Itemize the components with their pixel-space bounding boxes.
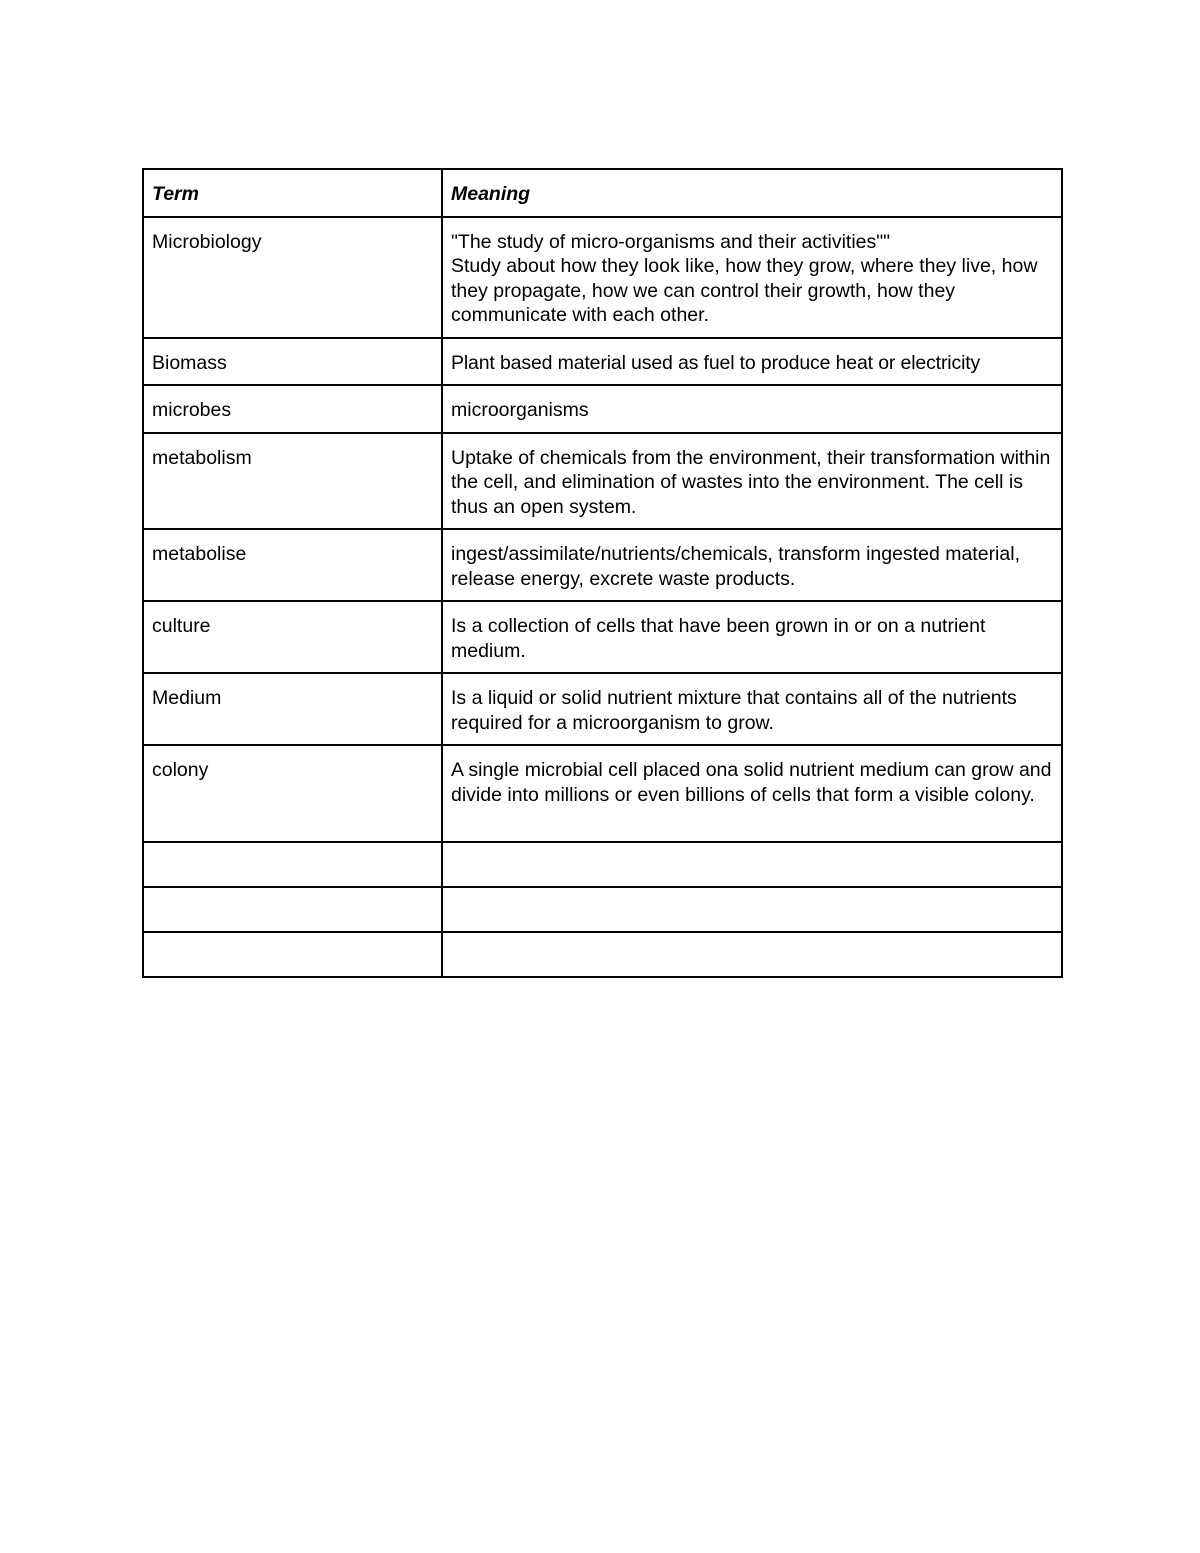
meaning-cell: [442, 842, 1062, 887]
meaning-cell: ingest/assimilate/nutrients/chemicals, transform ingested material, release energy, excrete waste products.: [442, 529, 1062, 601]
term-cell: microbes: [143, 385, 442, 433]
meaning-cell: [442, 887, 1062, 932]
term-cell: metabolism: [143, 433, 442, 530]
table-row: [143, 673, 1062, 745]
meaning-line: "The study of micro-organisms and their activities"": [451, 230, 891, 253]
term-cell: [143, 842, 442, 887]
meaning-cell: [442, 932, 1062, 977]
table-header-row: [143, 169, 1062, 217]
term-cell: metabolise: [143, 529, 442, 601]
meaning-cell: Uptake of chemicals from the environment, their transformation within the cell, and elimination of wastes into the environment. The cell is thus an open system.: [442, 433, 1062, 530]
table-row: [143, 529, 1062, 601]
term-cell: [143, 932, 442, 977]
table-row: [143, 601, 1062, 673]
header-term: Term: [143, 169, 442, 217]
meaning-cell: microorganisms: [442, 385, 1062, 433]
meaning-cell: A single microbial cell placed ona solid nutrient medium can grow and divide into millions or even billions of cells that form a visible colony.: [442, 745, 1062, 842]
header-meaning: Meaning: [442, 169, 1062, 217]
table-row: [143, 338, 1062, 386]
table-row: [143, 385, 1062, 433]
table-row: [143, 745, 1062, 842]
empty-table-row: [143, 842, 1062, 887]
meaning-line: Study about how they look like, how they grow, where they live, how they propagate, how we can control their growth, how they communicate with each other.: [451, 255, 1038, 326]
empty-table-row: [143, 932, 1062, 977]
table-row: [143, 217, 1062, 338]
meaning-cell: Is a liquid or solid nutrient mixture that contains all of the nutrients required for a microorganism to grow.: [442, 673, 1062, 745]
table-row: [143, 433, 1062, 530]
term-cell: Microbiology: [143, 217, 442, 338]
meaning-cell: [442, 217, 1062, 338]
term-cell: Biomass: [143, 338, 442, 386]
meaning-cell: Is a collection of cells that have been grown in or on a nutrient medium.: [442, 601, 1062, 673]
term-cell: culture: [143, 601, 442, 673]
glossary-table: [142, 168, 1063, 978]
term-cell: [143, 887, 442, 932]
empty-table-row: [143, 887, 1062, 932]
term-cell: Medium: [143, 673, 442, 745]
term-cell: colony: [143, 745, 442, 842]
meaning-cell: Plant based material used as fuel to produce heat or electricity: [442, 338, 1062, 386]
